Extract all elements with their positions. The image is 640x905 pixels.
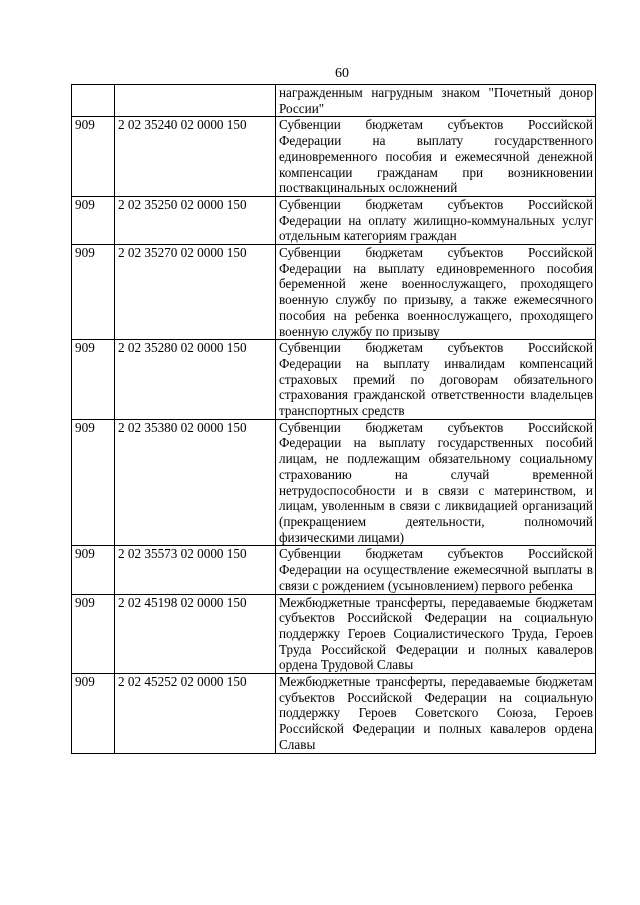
table-row [72, 117, 596, 197]
income-name-cell: Межбюджетные трансферты, передаваемые бюджетам субъектов Российской Федерации на социальную поддержку Героев Советского Союза, Героев Российской Федерации и полных кавалеров ордена Славы [276, 674, 596, 754]
admin-code-cell [72, 85, 115, 117]
budget-code-cell: 2 02 35380 02 0000 150 [115, 419, 276, 546]
admin-code-cell: 909 [72, 674, 115, 754]
table-row [72, 419, 596, 546]
admin-code-cell: 909 [72, 419, 115, 546]
table-row [72, 245, 596, 340]
income-name-cell: Субвенции бюджетам субъектов Российской Федерации на выплату государственного единовременного пособия и ежемесячной денежной компенсации гражданам при возникновении поствакцинальных осложнений [276, 117, 596, 197]
budget-code-cell: 2 02 35270 02 0000 150 [115, 245, 276, 340]
income-name-cell: награжденным нагрудным знаком "Почетный донор России" [276, 85, 596, 117]
income-name-cell: Субвенции бюджетам субъектов Российской Федерации на осуществление ежемесячной выплаты в связи с рождением (усыновлением) первого ребенка [276, 546, 596, 594]
table-row [72, 674, 596, 754]
admin-code-cell: 909 [72, 594, 115, 674]
budget-code-cell: 2 02 45198 02 0000 150 [115, 594, 276, 674]
budget-code-cell [115, 85, 276, 117]
budget-code-cell: 2 02 35573 02 0000 150 [115, 546, 276, 594]
table-row [72, 85, 596, 117]
page-number: 60 [335, 66, 349, 81]
income-name-cell: Субвенции бюджетам субъектов Российской Федерации на выплату инвалидам компенсаций страховых премий по договорам обязательного страхования гражданской ответственности владельцев транспортных средств [276, 340, 596, 420]
admin-code-cell: 909 [72, 340, 115, 420]
budget-classification-table [71, 84, 596, 754]
admin-code-cell: 909 [72, 117, 115, 197]
admin-code-cell: 909 [72, 546, 115, 594]
table-row [72, 594, 596, 674]
income-name-cell: Субвенции бюджетам субъектов Российской Федерации на выплату государственных пособий лицам, не подлежащим обязательному социальному страхованию на случай временной нетрудоспособности и в связи с материнством, и лицам, уволенным в связи с ликвидацией организаций (прекращением деятельности, полномочий физическими лицами) [276, 419, 596, 546]
table-row [72, 196, 596, 244]
table-row [72, 340, 596, 420]
admin-code-cell: 909 [72, 245, 115, 340]
income-name-cell: Субвенции бюджетам субъектов Российской Федерации на оплату жилищно-коммунальных услуг отдельным категориям граждан [276, 196, 596, 244]
budget-code-cell: 2 02 35240 02 0000 150 [115, 117, 276, 197]
budget-code-cell: 2 02 35280 02 0000 150 [115, 340, 276, 420]
income-name-cell: Межбюджетные трансферты, передаваемые бюджетам субъектов Российской Федерации на социальную поддержку Героев Социалистического Труда, Героев Труда Российской Федерации и полных кавалеров ордена Трудовой Славы [276, 594, 596, 674]
admin-code-cell: 909 [72, 196, 115, 244]
income-name-cell: Субвенции бюджетам субъектов Российской Федерации на выплату единовременного пособия беременной жене военнослужащего, проходящего военную службу по призыву, а также ежемесячного пособия на ребенка военнослужащего, проходящего военную службу по призыву [276, 245, 596, 340]
table-row [72, 546, 596, 594]
budget-code-cell: 2 02 45252 02 0000 150 [115, 674, 276, 754]
budget-code-cell: 2 02 35250 02 0000 150 [115, 196, 276, 244]
